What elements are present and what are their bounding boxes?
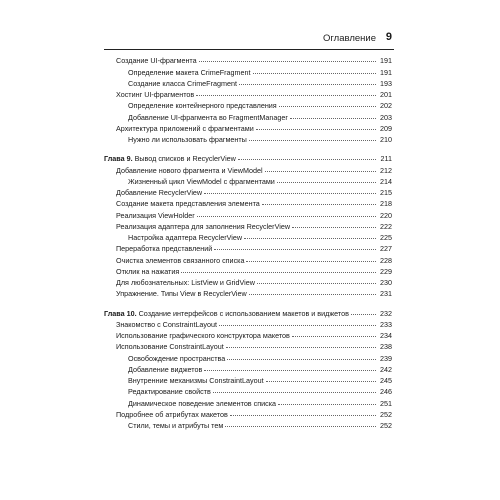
toc-entry — [104, 231, 392, 242]
entry-text: Использование графического конструктора макетов — [116, 331, 290, 340]
entry-text: Внутренние механизмы ConstraintLayout — [128, 376, 264, 385]
entry-text: Жизненный цикл ViewModel с фрагментами — [128, 176, 275, 186]
entry-text: Определение макета CrimeFragment — [128, 67, 251, 77]
entry-text: Добавление нового фрагмента и ViewModel — [116, 165, 263, 175]
toc-chapter-entry — [104, 306, 392, 317]
dot-leader — [253, 73, 377, 74]
toc-entry — [104, 385, 392, 396]
dot-leader — [256, 129, 376, 130]
dot-leader — [197, 216, 376, 217]
entry-text: Создание макета представления элемента — [116, 199, 260, 209]
toc-entry-title — [116, 289, 247, 298]
entry-text: Подробнее об атрибутах макетов — [116, 409, 228, 419]
toc-entry-title — [116, 320, 217, 329]
toc-entry-title — [116, 211, 195, 220]
toc-entry-title — [128, 354, 225, 363]
toc-entry-title — [128, 177, 275, 186]
toc-page-number: 232 — [380, 308, 392, 318]
entry-text: Переработка представлений — [116, 244, 213, 254]
dot-leader — [277, 182, 376, 183]
entry-text: Реализация адаптера для заполнения RecyclerView — [116, 221, 291, 231]
toc-entry — [104, 163, 392, 174]
chapter-number: Глава 10. — [104, 308, 137, 318]
toc-entry-title — [128, 68, 251, 77]
toc-page-number: 228 — [380, 255, 392, 265]
toc-page-number: 211 — [380, 154, 392, 164]
toc-entry — [104, 99, 392, 110]
toc-entry — [104, 265, 392, 276]
dot-leader — [225, 426, 376, 427]
entry-text: Хостинг UI-фрагментов — [116, 90, 195, 99]
dot-leader — [278, 404, 376, 405]
toc-page-number: 238 — [380, 342, 392, 352]
toc-page-number: 245 — [380, 376, 392, 385]
toc-entry-title — [128, 376, 264, 385]
toc-entry — [104, 419, 392, 430]
dot-leader — [351, 314, 376, 315]
toc-page-number: 210 — [380, 135, 392, 144]
entry-text: Для любознательных: ListView и GridView — [116, 278, 255, 287]
toc-entry — [104, 186, 392, 197]
dot-leader — [244, 238, 376, 239]
chapter-number: Глава 9. — [104, 154, 133, 164]
entry-text: Нужно ли использовать фрагменты — [128, 135, 247, 144]
toc-chapter-entry — [104, 152, 392, 163]
toc-page-number: 215 — [380, 188, 392, 197]
toc-page-number: 193 — [380, 78, 392, 88]
toc-entry — [104, 340, 392, 351]
dot-leader — [199, 61, 376, 62]
toc-entry-title — [128, 101, 277, 110]
entry-text: Определение контейнерного представления — [128, 101, 277, 111]
toc-entry — [104, 122, 392, 133]
entry-text: Создание UI-фрагмента — [116, 56, 197, 66]
toc-entry — [104, 65, 392, 76]
dot-leader — [279, 106, 376, 107]
toc-page-number: 214 — [380, 176, 392, 186]
dot-leader — [219, 325, 376, 326]
entry-text: Очистка элементов связанного списка — [116, 255, 245, 265]
entry-text: Настройка адаптера RecyclerView — [128, 233, 243, 242]
toc-entry-title — [128, 113, 288, 122]
toc-entry — [104, 242, 392, 253]
entry-text: Отклик на нажатия — [116, 266, 180, 276]
toc-entry-title — [128, 421, 223, 430]
entry-text: Добавление UI-фрагмента во FragmentManager — [128, 112, 288, 122]
toc-entry — [104, 110, 392, 121]
entry-text: Реализация ViewHolder — [116, 210, 195, 220]
toc-page-number: 191 — [380, 56, 392, 66]
toc-page-number: 239 — [380, 353, 392, 363]
toc-page-number: 234 — [380, 331, 392, 340]
toc-entry-title — [116, 278, 255, 287]
entry-text: Упражнение. Типы View в RecyclerView — [116, 289, 247, 299]
dot-leader — [230, 415, 376, 416]
toc-entry — [104, 175, 392, 186]
dot-leader — [226, 347, 376, 348]
entry-text: Динамическое поведение элементов списка — [128, 398, 277, 408]
dot-leader — [249, 294, 376, 295]
toc-entry-title — [128, 365, 202, 374]
toc-page-number: 212 — [380, 165, 392, 175]
toc-entry — [104, 318, 392, 329]
toc-entry-title — [128, 233, 242, 242]
dot-leader — [181, 272, 376, 273]
dot-leader — [265, 171, 376, 172]
toc-entry — [104, 276, 392, 287]
toc-entry-title — [104, 154, 236, 163]
dot-leader — [292, 227, 376, 228]
toc-entry-title — [128, 135, 247, 144]
entry-text: Добавление виджетов — [128, 364, 203, 374]
toc-entry-title — [116, 56, 197, 65]
toc-entry — [104, 374, 392, 385]
toc-entry — [104, 363, 392, 374]
toc-page-number: 191 — [380, 67, 392, 77]
toc-entry-title — [128, 399, 276, 408]
toc-entry-title — [116, 188, 202, 197]
toc-page-number: 229 — [380, 266, 392, 276]
toc-entry — [104, 287, 392, 298]
entry-text: Создание класса CrimeFragment — [128, 78, 237, 88]
toc-page-number: 233 — [380, 319, 392, 329]
toc-page-number: 246 — [380, 387, 392, 397]
toc-entry-title — [128, 387, 211, 396]
dot-leader — [246, 261, 376, 262]
toc-page-number: 203 — [380, 112, 392, 122]
toc-entry — [104, 54, 392, 65]
toc-entry — [104, 396, 392, 407]
entry-text: Вывод списков и RecyclerView — [134, 154, 236, 164]
toc-page-number: 242 — [380, 364, 392, 374]
entry-text: Создание интерфейсов с использованием макетов и виджетов — [138, 308, 349, 318]
entry-text: Редактирование свойств — [128, 387, 211, 397]
toc-entry — [104, 88, 392, 99]
entry-text: Знакомство с ConstraintLayout — [116, 319, 218, 329]
toc-page-number: 201 — [380, 90, 392, 99]
dot-leader — [238, 159, 376, 160]
toc-entry-title — [116, 244, 212, 253]
toc-entry-title — [116, 222, 290, 231]
toc-entry-title — [116, 199, 260, 208]
dot-leader — [204, 193, 376, 194]
toc-entry-title — [116, 90, 194, 99]
toc-entry-title — [116, 410, 228, 419]
toc-entry-title — [116, 331, 290, 340]
toc-entry — [104, 208, 392, 219]
dot-leader — [292, 336, 376, 337]
toc-entry — [104, 133, 392, 144]
toc-entry-title — [104, 309, 349, 318]
page-header — [104, 29, 394, 50]
entry-text: Архитектура приложений с фрагментами — [116, 123, 254, 133]
entry-text: Стили, темы и атрибуты тем — [128, 421, 224, 430]
page-number: 9 — [385, 31, 392, 43]
toc-entry-title — [116, 124, 254, 133]
dot-leader — [266, 381, 376, 382]
dot-leader — [214, 249, 376, 250]
toc-page-number: 202 — [380, 101, 392, 111]
toc-page-number: 222 — [380, 221, 392, 231]
dot-leader — [227, 359, 376, 360]
dot-leader — [249, 140, 376, 141]
toc-entry — [104, 351, 392, 362]
entry-text: Освобождение пространства — [128, 353, 226, 363]
dot-leader — [290, 118, 376, 119]
entry-text: Использование ConstraintLayout — [116, 342, 224, 352]
toc-entry — [104, 197, 392, 208]
toc-page-number: 230 — [380, 278, 392, 287]
toc-page-number: 251 — [380, 398, 392, 408]
toc-entry-title — [116, 256, 244, 265]
toc-page-number: 231 — [380, 289, 392, 299]
dot-leader — [213, 392, 376, 393]
dot-leader — [262, 204, 376, 205]
toc-entry-title — [116, 342, 224, 351]
section-title: Оглавление — [323, 33, 376, 44]
toc-entry — [104, 220, 392, 231]
toc-page-number: 209 — [380, 123, 392, 133]
toc-entry — [104, 329, 392, 340]
toc-entry — [104, 408, 392, 419]
toc-page-number: 252 — [380, 409, 392, 419]
dot-leader — [196, 95, 376, 96]
toc-entry-title — [128, 79, 237, 88]
toc-page-number: 225 — [380, 233, 392, 242]
toc-entry — [104, 77, 392, 88]
toc-page-number: 252 — [380, 421, 392, 430]
toc-entry-title — [116, 267, 179, 276]
toc-entry-title — [116, 166, 263, 175]
dot-leader — [239, 84, 376, 85]
toc-page-number: 220 — [380, 210, 392, 220]
toc-page-number: 218 — [380, 199, 392, 209]
table-of-contents — [104, 54, 392, 430]
entry-text: Добавление RecyclerView — [116, 188, 203, 197]
toc-entry — [104, 253, 392, 264]
toc-page-number: 227 — [380, 244, 392, 254]
dot-leader — [257, 283, 376, 284]
dot-leader — [204, 370, 376, 371]
